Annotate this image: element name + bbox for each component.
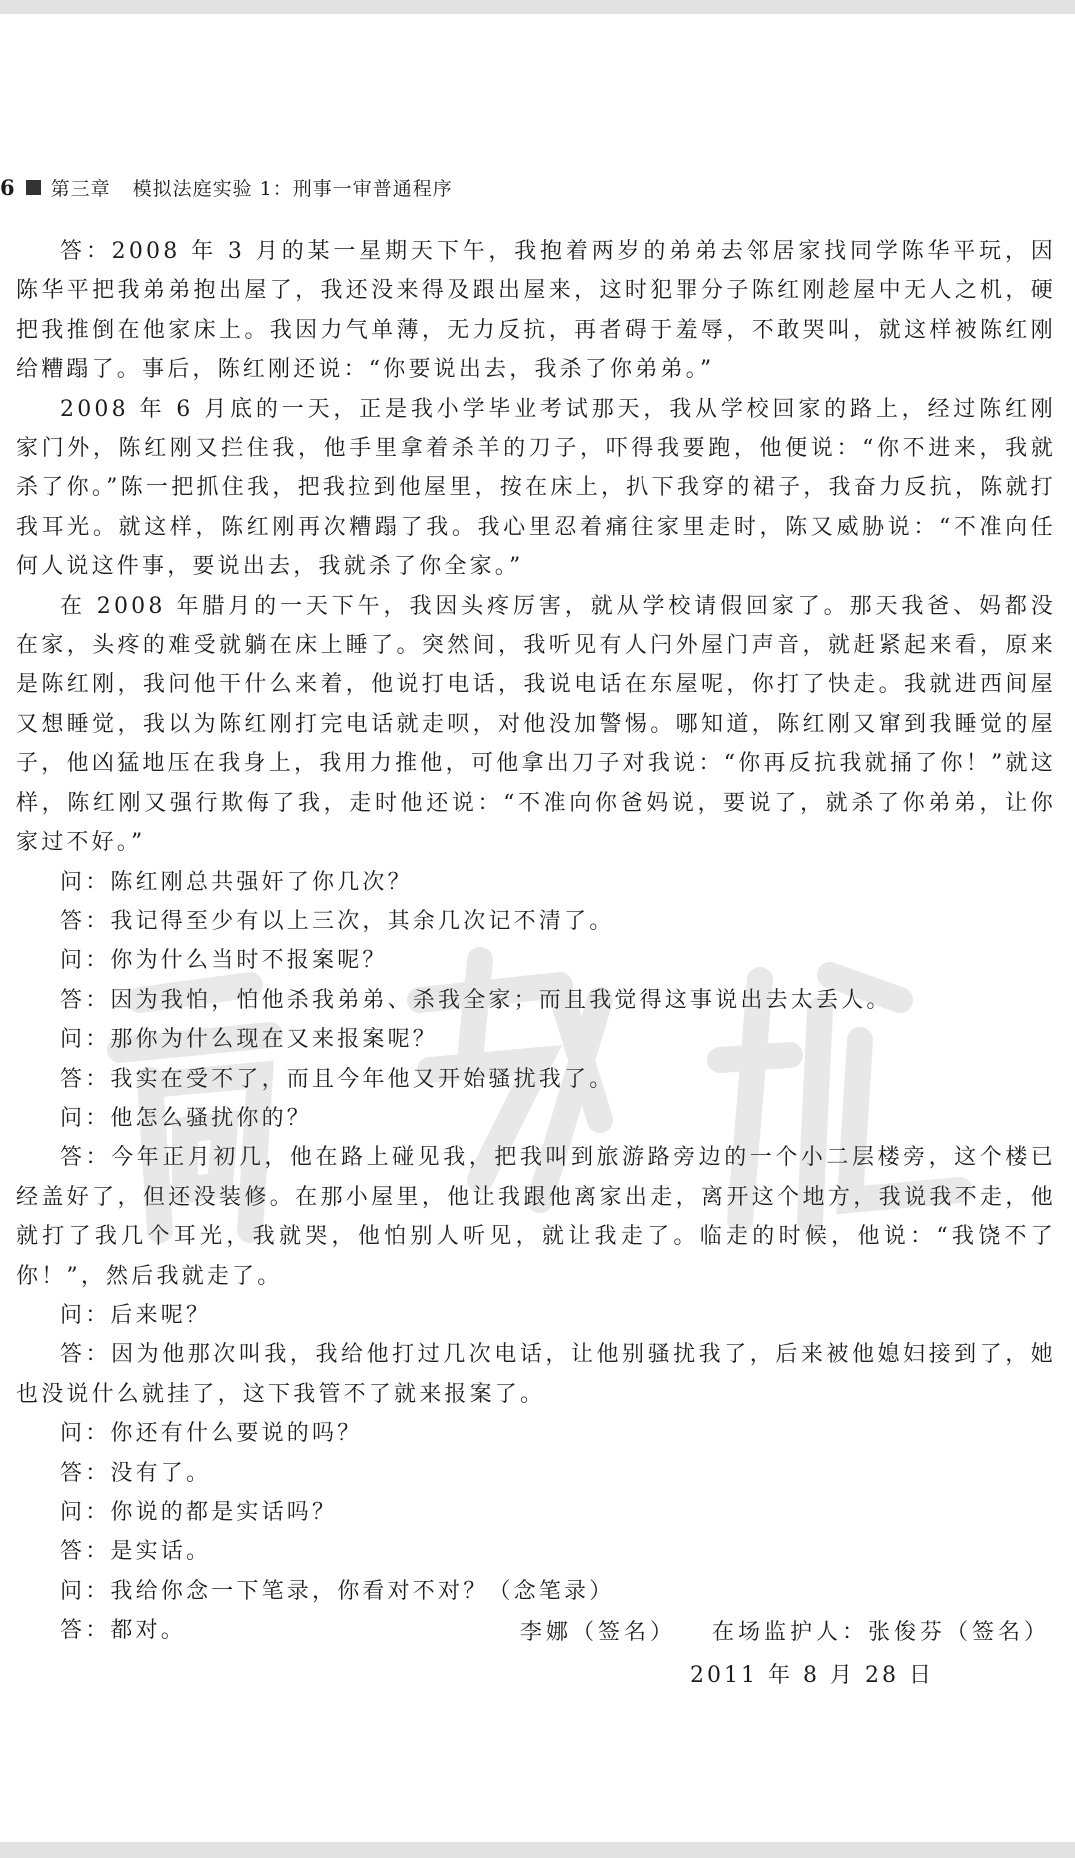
answer-line: 答：我实在受不了，而且今年他又开始骚扰我了。 [60,1066,615,1092]
bottom-page-edge [0,1842,1075,1858]
question-line: 问：陈红刚总共强奸了你几次？ [60,869,413,895]
question-line: 问：他怎么骚扰你的？ [60,1105,313,1131]
top-page-edge [0,0,1075,14]
question-line: 问：你还有什么要说的吗？ [60,1421,363,1447]
answer-line: 答：都对。 [60,1618,187,1644]
paragraph: 2008 年 6 月底的一天，正是我小学毕业考试那天，我从学校回家的路上，经过陈红刚家门外，陈红刚又拦住我，他手里拿着杀羊的刀子，吓得我要跑，他便说：“你不进来，我就杀了你。”陈一把抓住我，把我拉到他屋里，按在床上，扒下我穿的裙子，我奋力反抗，陈就打我耳光。就这样，陈红刚再次糟蹋了我。我心里忍着痛往家里走时，陈又威胁说：“不准向任何人说这件事，要说出去，我就杀了你全家。” [16,396,1056,580]
answer-line: 答：没有了。 [60,1460,212,1486]
answer-line: 答：因为他那次叫我，我给他打过几次电话，让他别骚扰我了，后来被他媳妇接到了，她也没说什么就挂了，这下我管不了就来报案了。 [16,1342,1056,1407]
paragraph: 在 2008 年腊月的一天下午，我因头疼厉害，就从学校请假回家了。那天我爸、妈都没在家，头疼的难受就躺在床上睡了。突然间，我听见有人闩外屋门声音，就赶紧起来看，原来是陈红刚，我问他干什么来着，他说打电话，我说电话在东屋呢，你打了快走。我就进西间屋又想睡觉，我以为陈红刚打完电话就走呗，对他没加警惕。哪知道，陈红刚又窜到我睡觉的屋子，他凶猛地压在我身上，我用力推他，可他拿出刀子对我说：“你再反抗我就捅了你！”就这样，陈红刚又强行欺侮了我，走时他还说：“不准向你爸妈说，要说了，就杀了你弟弟，让你家过不好。” [16,593,1056,856]
answer-line: 答：我记得至少有以上三次，其余几次记不清了。 [60,908,615,934]
signer-signature: 李娜（签名） [520,1620,677,1645]
signature-line [520,1615,1050,1646]
answer-line: 答：今年正月初几，他在路上碰见我，把我叫到旅游路旁边的一个小二层楼旁，这个楼已经盖好了，但还没装修。在那小屋里，他让我跟他离家出走，离开这个地方，我说我不走，他就打了我几个耳光，我就哭，他怕别人听见，就让我走了。临走的时候，他说：“我饶不了你！”，然后我就走了。 [16,1145,1056,1289]
answer-line: 答：是实话。 [60,1539,212,1565]
answer-line: 答：因为我怕，怕他杀我弟弟、杀我全家；而且我觉得这事说出去太丢人。 [60,987,892,1013]
transcript-body [16,232,1056,1651]
question-line: 问：后来呢？ [60,1302,212,1328]
question-line: 问：你为什么当时不报案呢？ [60,948,388,974]
header-square-mark [26,180,41,195]
guardian-signature: 在场监护人：张俊芬（签名） [711,1620,1050,1645]
chapter-label: 第三章 [50,177,111,200]
question-line: 问：你说的都是实话吗？ [60,1500,338,1525]
question-line: 问：我给你念一下笔录，你看对不对？（念笔录） [60,1578,615,1604]
chapter-title: 模拟法庭实验 1：刑事一审普通程序 [132,177,453,200]
running-header [0,172,453,202]
page-number: 6 [0,174,16,200]
signature-date: 2011 年 8 月 28 日 [690,1663,934,1688]
question-line: 问：那你为什么现在又来报案呢？ [60,1027,439,1053]
paragraph: 答：2008 年 3 月的某一星期天下午，我抱着两岁的弟弟去邻居家找同学陈华平玩，因陈华平把我弟弟抱出屋了，我还没来得及跟出屋来，这时犯罪分子陈红刚趁屋中无人之机，硬把我推倒在他家床上。我因力气单薄，无力反抗，再者碍于羞辱，不敢哭叫，就这样被陈红刚给糟蹋了。事后，陈红刚还说：“你要说出去，我杀了你弟弟。” [16,239,1056,383]
